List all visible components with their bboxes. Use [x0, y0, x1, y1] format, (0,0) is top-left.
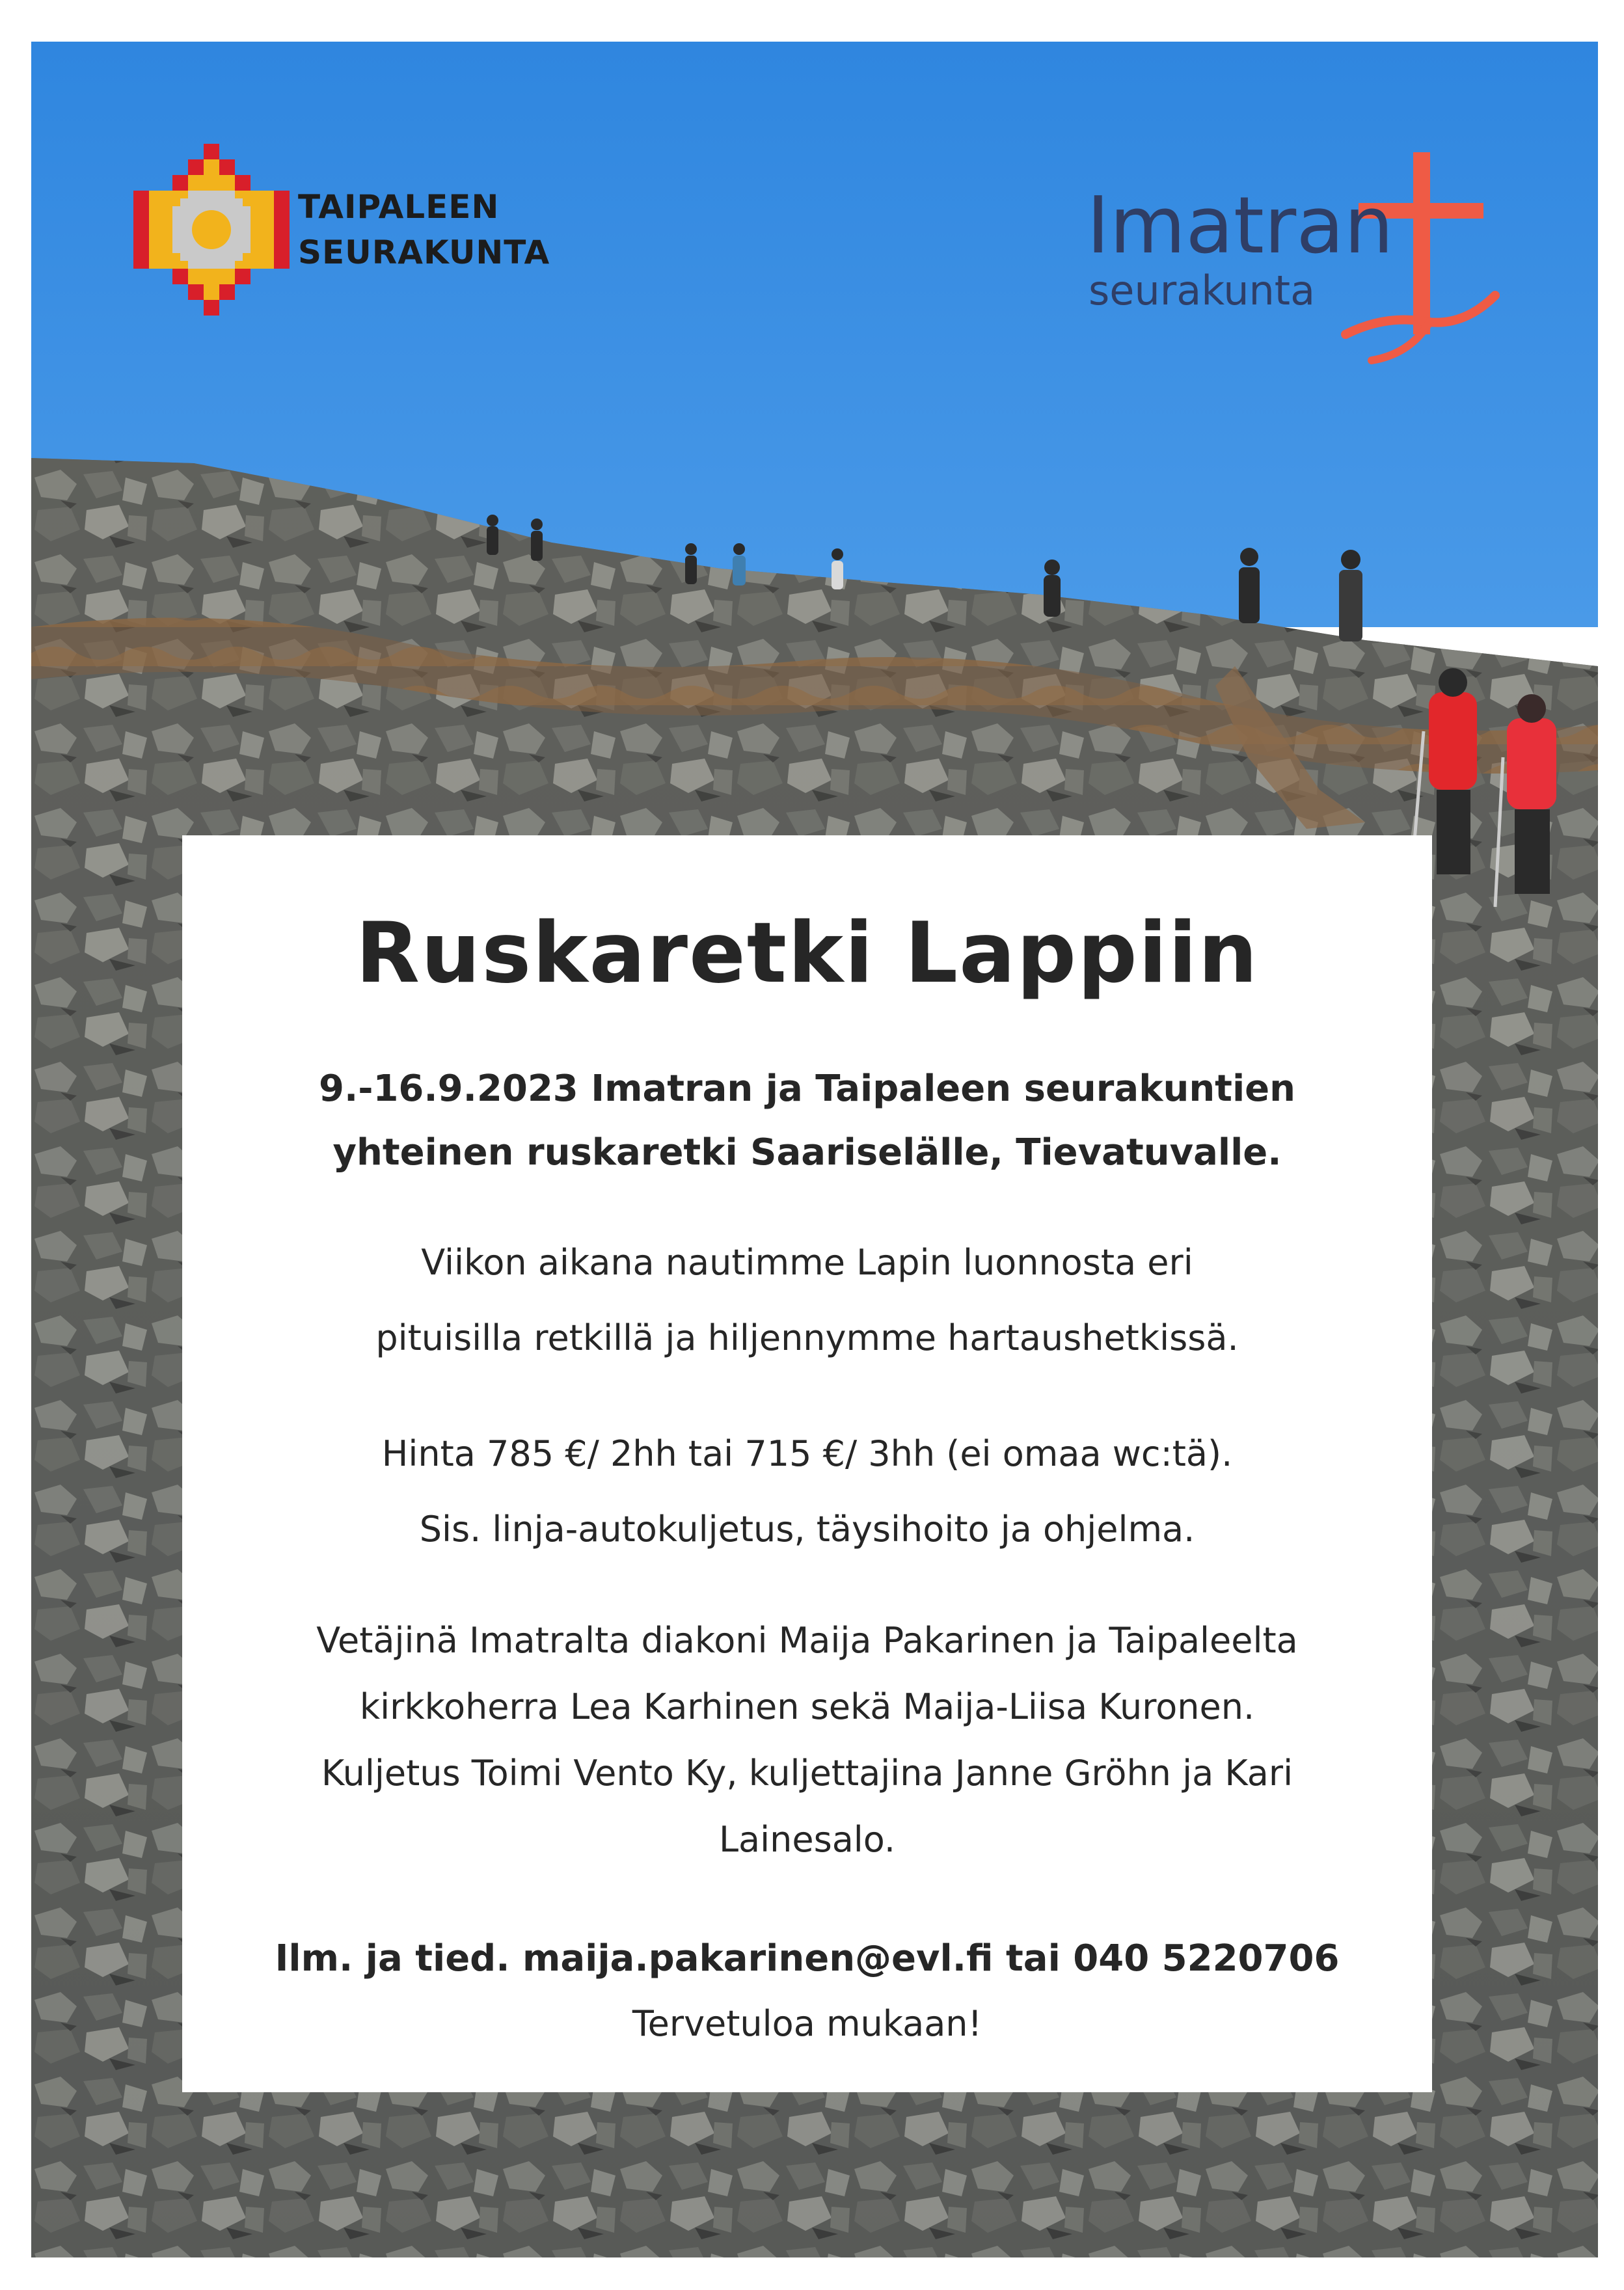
imatra-logo-line-2: seurakunta	[1089, 267, 1316, 314]
price-line: Hinta 785 €/ 2hh tai 715 €/ 3hh (ei omaa wc:tä).	[381, 1433, 1233, 1474]
subtitle-line: yhteinen ruskaretki Saariselälle, Tievatuvalle.	[332, 1131, 1282, 1174]
event-price	[182, 1416, 1432, 1567]
poster	[31, 42, 1598, 2257]
event-subtitle	[182, 1057, 1432, 1185]
subtitle-line: 9.-16.9.2023 Imatran ja Taipaleen seurakuntien	[318, 1067, 1295, 1110]
price-line: Sis. linja-autokuljetus, täysihoito ja ohjelma.	[419, 1508, 1195, 1550]
welcome-text: Tervetuloa mukaan!	[632, 2002, 982, 2044]
leaders-line: Vetäjinä Imatralta diakoni Maija Pakarinen ja Taipaleelta	[316, 1619, 1298, 1661]
leaders-line: kirkkoherra Lea Karhinen sekä Maija-Liisa Kuronen.	[359, 1686, 1255, 1727]
description-line: Viikon aikana nautimme Lapin luonnosta eri	[421, 1241, 1193, 1283]
leaders-line: Kuljetus Toimi Vento Ky, kuljettajina Janne Gröhn ja Kari	[321, 1752, 1293, 1794]
taipale-logo-line-1: TAIPALEEN	[298, 188, 500, 226]
event-title: Ruskaretki Lappiin	[355, 905, 1259, 1002]
imatra-logo-line-1: Imatran	[1087, 181, 1394, 271]
description-line: pituisilla retkillä ja hiljennymme hartaushetkissä.	[375, 1317, 1239, 1358]
contact-info: Ilm. ja tied. maija.pakarinen@evl.fi tai 040 5220706	[275, 1937, 1340, 1980]
event-description	[182, 1225, 1432, 1376]
event-leaders	[182, 1608, 1432, 1873]
content-box	[182, 835, 1432, 2092]
leaders-line: Lainesalo.	[718, 1818, 896, 1860]
taipale-logo-line-2: SEURAKUNTA	[298, 234, 550, 271]
